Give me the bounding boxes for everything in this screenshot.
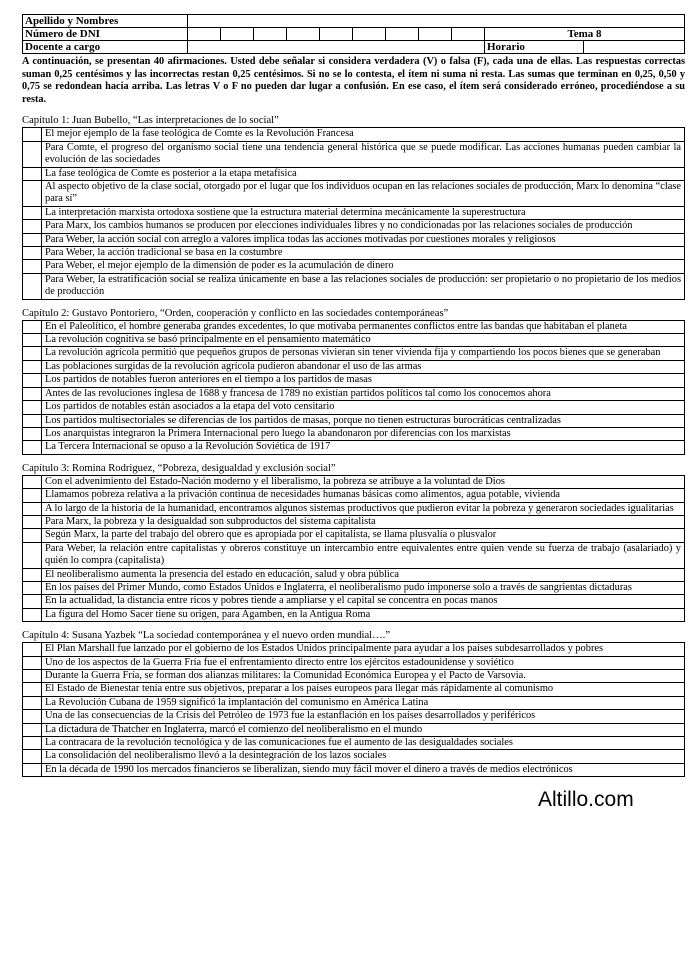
watermark: Altillo.com	[538, 788, 634, 811]
answer-box[interactable]	[23, 427, 42, 440]
question-row	[23, 723, 685, 736]
answer-box[interactable]	[23, 320, 42, 333]
answer-box[interactable]	[23, 670, 42, 683]
dni-box[interactable]	[287, 28, 320, 41]
question-row	[23, 347, 685, 360]
question-row	[23, 542, 685, 568]
question-row	[23, 360, 685, 373]
answer-box[interactable]	[23, 220, 42, 233]
question-text: Llamamos pobreza relativa a la privación continua de necesidades humanas básicas como alimentos, agua potable, vivienda	[42, 489, 685, 502]
question-text: Antes de las revoluciones inglesa de 1688 y francesa de 1789 no existían partidos políticos tal como los conocemos ahora	[42, 387, 685, 400]
answer-box[interactable]	[23, 233, 42, 246]
questions-table	[22, 475, 685, 622]
questions-table	[22, 127, 685, 299]
docente-field[interactable]	[188, 41, 485, 54]
question-row	[23, 696, 685, 709]
question-text: La fase teológica de Comte es posterior a la etapa metafísica	[42, 167, 685, 180]
question-text: Una de las consecuencias de la Crisis del Petróleo de 1973 fue la estanflación en los países desarrollados y periféricos	[42, 710, 685, 723]
tema-label: Tema 8	[485, 28, 685, 41]
question-text: La Tercera Internacional se opuso a la Revolución Soviética de 1917	[42, 441, 685, 454]
name-label: Apellido y Nombres	[23, 15, 188, 28]
question-text: En la actualidad, la distancia entre ricos y pobres tiende a ampliarse y el capital se concentra en pocas manos	[42, 595, 685, 608]
answer-box[interactable]	[23, 374, 42, 387]
answer-box[interactable]	[23, 737, 42, 750]
question-row	[23, 247, 685, 260]
answer-box[interactable]	[23, 141, 42, 167]
answer-box[interactable]	[23, 181, 42, 207]
question-row	[23, 529, 685, 542]
question-text: Al aspecto objetivo de la clase social, otorgado por el lugar que los individuos ocupan en las relaciones sociales de producción, Marx lo denomina “clase para sí”	[42, 181, 685, 207]
answer-box[interactable]	[23, 167, 42, 180]
question-row	[23, 401, 685, 414]
chapter-section	[22, 462, 685, 622]
chapter-section	[22, 114, 685, 299]
answer-box[interactable]	[23, 502, 42, 515]
chapter-title: Capítulo 2: Gustavo Pontoriero, “Orden, cooperación y conflicto en las sociedades contemporáneas”	[22, 307, 449, 319]
dni-box[interactable]	[221, 28, 254, 41]
question-row	[23, 181, 685, 207]
answer-box[interactable]	[23, 595, 42, 608]
question-row	[23, 427, 685, 440]
question-row	[23, 737, 685, 750]
question-row	[23, 489, 685, 502]
answer-box[interactable]	[23, 401, 42, 414]
question-row	[23, 750, 685, 763]
question-text: La revolución agrícola permitió que pequeños grupos de personas vivieran sin tener vivienda fija y compartiendo los pocos bienes que se generaban	[42, 347, 685, 360]
question-row	[23, 320, 685, 333]
answer-box[interactable]	[23, 643, 42, 656]
question-row	[23, 670, 685, 683]
question-text: Los partidos de notables están asociados a la etapa del voto censitario	[42, 401, 685, 414]
docente-label: Docente a cargo	[23, 41, 188, 54]
dni-label: Número de DNI	[23, 28, 188, 41]
question-row	[23, 128, 685, 141]
answer-box[interactable]	[23, 683, 42, 696]
question-row	[23, 233, 685, 246]
question-text: Según Marx, la parte del trabajo del obrero que es apropiada por el capitalista, se llama plusvalía o plusvalor	[42, 529, 685, 542]
exam-page	[22, 14, 685, 784]
question-row	[23, 643, 685, 656]
question-text: La Revolución Cubana de 1959 significó la implantación del comunismo en América Latina	[42, 696, 685, 709]
question-text: La consolidación del neoliberalismo llevó a la desintegración de los lazos sociales	[42, 750, 685, 763]
question-text: La contracara de la revolución tecnológica y de las comunicaciones fue el aumento de las desigualdades sociales	[42, 737, 685, 750]
answer-box[interactable]	[23, 260, 42, 273]
question-row	[23, 334, 685, 347]
answer-box[interactable]	[23, 763, 42, 776]
answer-box[interactable]	[23, 128, 42, 141]
question-row	[23, 273, 685, 299]
question-text: A lo largo de la historia de la humanidad, encontramos algunos sistemas productivos que pudieron evitar la pobreza y generaron sociedades igualitarias	[42, 502, 685, 515]
question-text: En el Paleolítico, el hombre generaba grandes excedentes, lo que motivaba permanentes conflictos entre las bandas que habitaban el planeta	[42, 320, 685, 333]
chapters-container	[22, 114, 685, 777]
question-text: En la década de 1990 los mercados financieros se liberalizan, siendo muy fácil mover el dinero a través de medios electrónicos	[42, 763, 685, 776]
question-row	[23, 656, 685, 669]
question-row	[23, 220, 685, 233]
question-text: Para Weber, la acción social con arreglo a valores implica todas las acciones motivadas por cuestiones morales y religiosos	[42, 233, 685, 246]
question-text: Para Comte, el progreso del organismo social tiene una tendencia general histórica que se puede modificar. Las acciones humanas pueden cambiar la evolución de las sociedades	[42, 141, 685, 167]
question-row	[23, 763, 685, 776]
chapter-section	[22, 307, 685, 455]
question-text: La figura del Homo Sacer tiene su origen, para Agamben, en la Antigua Roma	[42, 608, 685, 621]
question-row	[23, 710, 685, 723]
question-row	[23, 414, 685, 427]
chapter-title: Capítulo 1: Juan Bubello, “Las interpretaciones de lo social”	[22, 115, 279, 127]
question-text: El Estado de Bienestar tenía entre sus objetivos, preparar a los países europeos para llegar más rápidamente al comunismo	[42, 683, 685, 696]
dni-box[interactable]	[320, 28, 353, 41]
question-text: Durante la Guerra Fría, se forman dos alianzas militares: la Comunidad Económica Europea y el Pacto de Varsovia.	[42, 670, 685, 683]
answer-box[interactable]	[23, 441, 42, 454]
question-row	[23, 568, 685, 581]
questions-table	[22, 642, 685, 777]
answer-box[interactable]	[23, 334, 42, 347]
answer-box[interactable]	[23, 710, 42, 723]
question-row	[23, 260, 685, 273]
instructions-text: A continuación, se presentan 40 afirmaciones. Usted debe señalar si considera verdadera (V) o falsa (F), cada una de ellas. Las respuestas correctas suman 0,25 centésimos y las incorrectas restan 0,25 centésimos. Si no se lo contesta, el ítem ni suma ni resta. Las sumas que terminan en 0,25, 0,50 y 0,75 se redondean hacia arriba. Las letras V o F no pueden dar lugar a confusión. En ese caso, el ítem será considerado erróneo, procediéndose a su resta.	[22, 56, 685, 105]
answer-box[interactable]	[23, 360, 42, 373]
question-row	[23, 502, 685, 515]
question-row	[23, 581, 685, 594]
question-row	[23, 515, 685, 528]
question-text: Con el advenimiento del Estado-Nación moderno y el liberalismo, la pobreza se atribuye a la voluntad de Dios	[42, 475, 685, 488]
question-row	[23, 475, 685, 488]
answer-box[interactable]	[23, 542, 42, 568]
question-row	[23, 141, 685, 167]
answer-box[interactable]	[23, 347, 42, 360]
answer-box[interactable]	[23, 247, 42, 260]
question-text: Las poblaciones surgidas de la revolución agrícola pudieron abandonar el uso de las armas	[42, 360, 685, 373]
horario-label: Horario	[485, 41, 584, 53]
student-header-table	[22, 14, 685, 54]
question-text: Para Weber, la estratificación social se realiza únicamente en base a las relaciones sociales de producción: ser propietario o no propietario de los medios de producción	[42, 273, 685, 299]
answer-box[interactable]	[23, 581, 42, 594]
dni-box[interactable]	[188, 28, 221, 41]
question-row	[23, 683, 685, 696]
question-row	[23, 608, 685, 621]
answer-box[interactable]	[23, 608, 42, 621]
answer-box[interactable]	[23, 515, 42, 528]
question-text: El Plan Marshall fue lanzado por el gobierno de los Estados Unidos principalmente para ayudar a los países subdesarrollados y pobres	[42, 643, 685, 656]
question-text: Para Weber, la relación entre capitalistas y obreros constituye un intercambio entre equivalentes entre quien vende su fuerza de trabajo (asalariado) y quién lo compra (capitalista)	[42, 542, 685, 568]
question-text: Los anarquistas integraron la Primera Internacional pero luego la abandonaron por diferencias con los marxistas	[42, 427, 685, 440]
answer-box[interactable]	[23, 475, 42, 488]
answer-box[interactable]	[23, 656, 42, 669]
answer-box[interactable]	[23, 387, 42, 400]
question-text: El neoliberalismo aumenta la presencia del estado en educación, salud y obra pública	[42, 568, 685, 581]
dni-box[interactable]	[353, 28, 386, 41]
answer-box[interactable]	[23, 723, 42, 736]
answer-box[interactable]	[23, 750, 42, 763]
question-row	[23, 206, 685, 219]
question-text: Para Marx, la pobreza y la desigualdad son subproductos del sistema capitalista	[42, 515, 685, 528]
answer-box[interactable]	[23, 273, 42, 299]
answer-box[interactable]	[23, 414, 42, 427]
question-text: Para Weber, la acción tradicional se basa en la costumbre	[42, 247, 685, 260]
answer-box[interactable]	[23, 206, 42, 219]
question-text: En los países del Primer Mundo, como Estados Unidos e Inglaterra, el neoliberalismo pudo imponerse solo a través de sangrientas dictaduras	[42, 581, 685, 594]
question-row	[23, 595, 685, 608]
horario-cell[interactable]	[485, 41, 685, 54]
dni-box[interactable]	[419, 28, 452, 41]
answer-box[interactable]	[23, 568, 42, 581]
answer-box[interactable]	[23, 489, 42, 502]
questions-table	[22, 320, 685, 455]
question-row	[23, 441, 685, 454]
question-text: La dictadura de Thatcher en Inglaterra, marcó el comienzo del neoliberalismo en el mundo	[42, 723, 685, 736]
dni-box[interactable]	[254, 28, 287, 41]
question-row	[23, 374, 685, 387]
chapter-section	[22, 629, 685, 777]
question-text: La interpretación marxista ortodoxa sostiene que la estructura material determina mecánicamente la superestructura	[42, 206, 685, 219]
name-field[interactable]	[188, 15, 685, 28]
chapter-title: Capítulo 4: Susana Yazbek “La sociedad contemporánea y el nuevo orden mundial….”	[22, 630, 391, 642]
chapter-title: Capítulo 3: Romina Rodriguez, “Pobreza, desigualdad y exclusión social”	[22, 462, 336, 474]
question-text: Uno de los aspectos de la Guerra Fría fue el enfrentamiento directo entre los ejércitos estadounidense y soviético	[42, 656, 685, 669]
question-text: Para Weber, el mejor ejemplo de la dimensión de poder es la acumulación de dinero	[42, 260, 685, 273]
answer-box[interactable]	[23, 529, 42, 542]
answer-box[interactable]	[23, 696, 42, 709]
question-text: Para Marx, los cambios humanos se producen por elecciones individuales libres y no condicionadas por las relaciones sociales de producción	[42, 220, 685, 233]
question-text: Los partidos de notables fueron anteriores en el tiempo a los partidos de masas	[42, 374, 685, 387]
dni-box[interactable]	[386, 28, 419, 41]
dni-box[interactable]	[452, 28, 485, 41]
question-row	[23, 167, 685, 180]
question-text: Los partidos multisectoriales se diferencias de los partidos de masas, porque no tienen estructuras burocráticas centralizadas	[42, 414, 685, 427]
question-text: El mejor ejemplo de la fase teológica de Comte es la Revolución Francesa	[42, 128, 685, 141]
question-text: La revolución cognitiva se basó principalmente en el pensamiento matemático	[42, 334, 685, 347]
question-row	[23, 387, 685, 400]
